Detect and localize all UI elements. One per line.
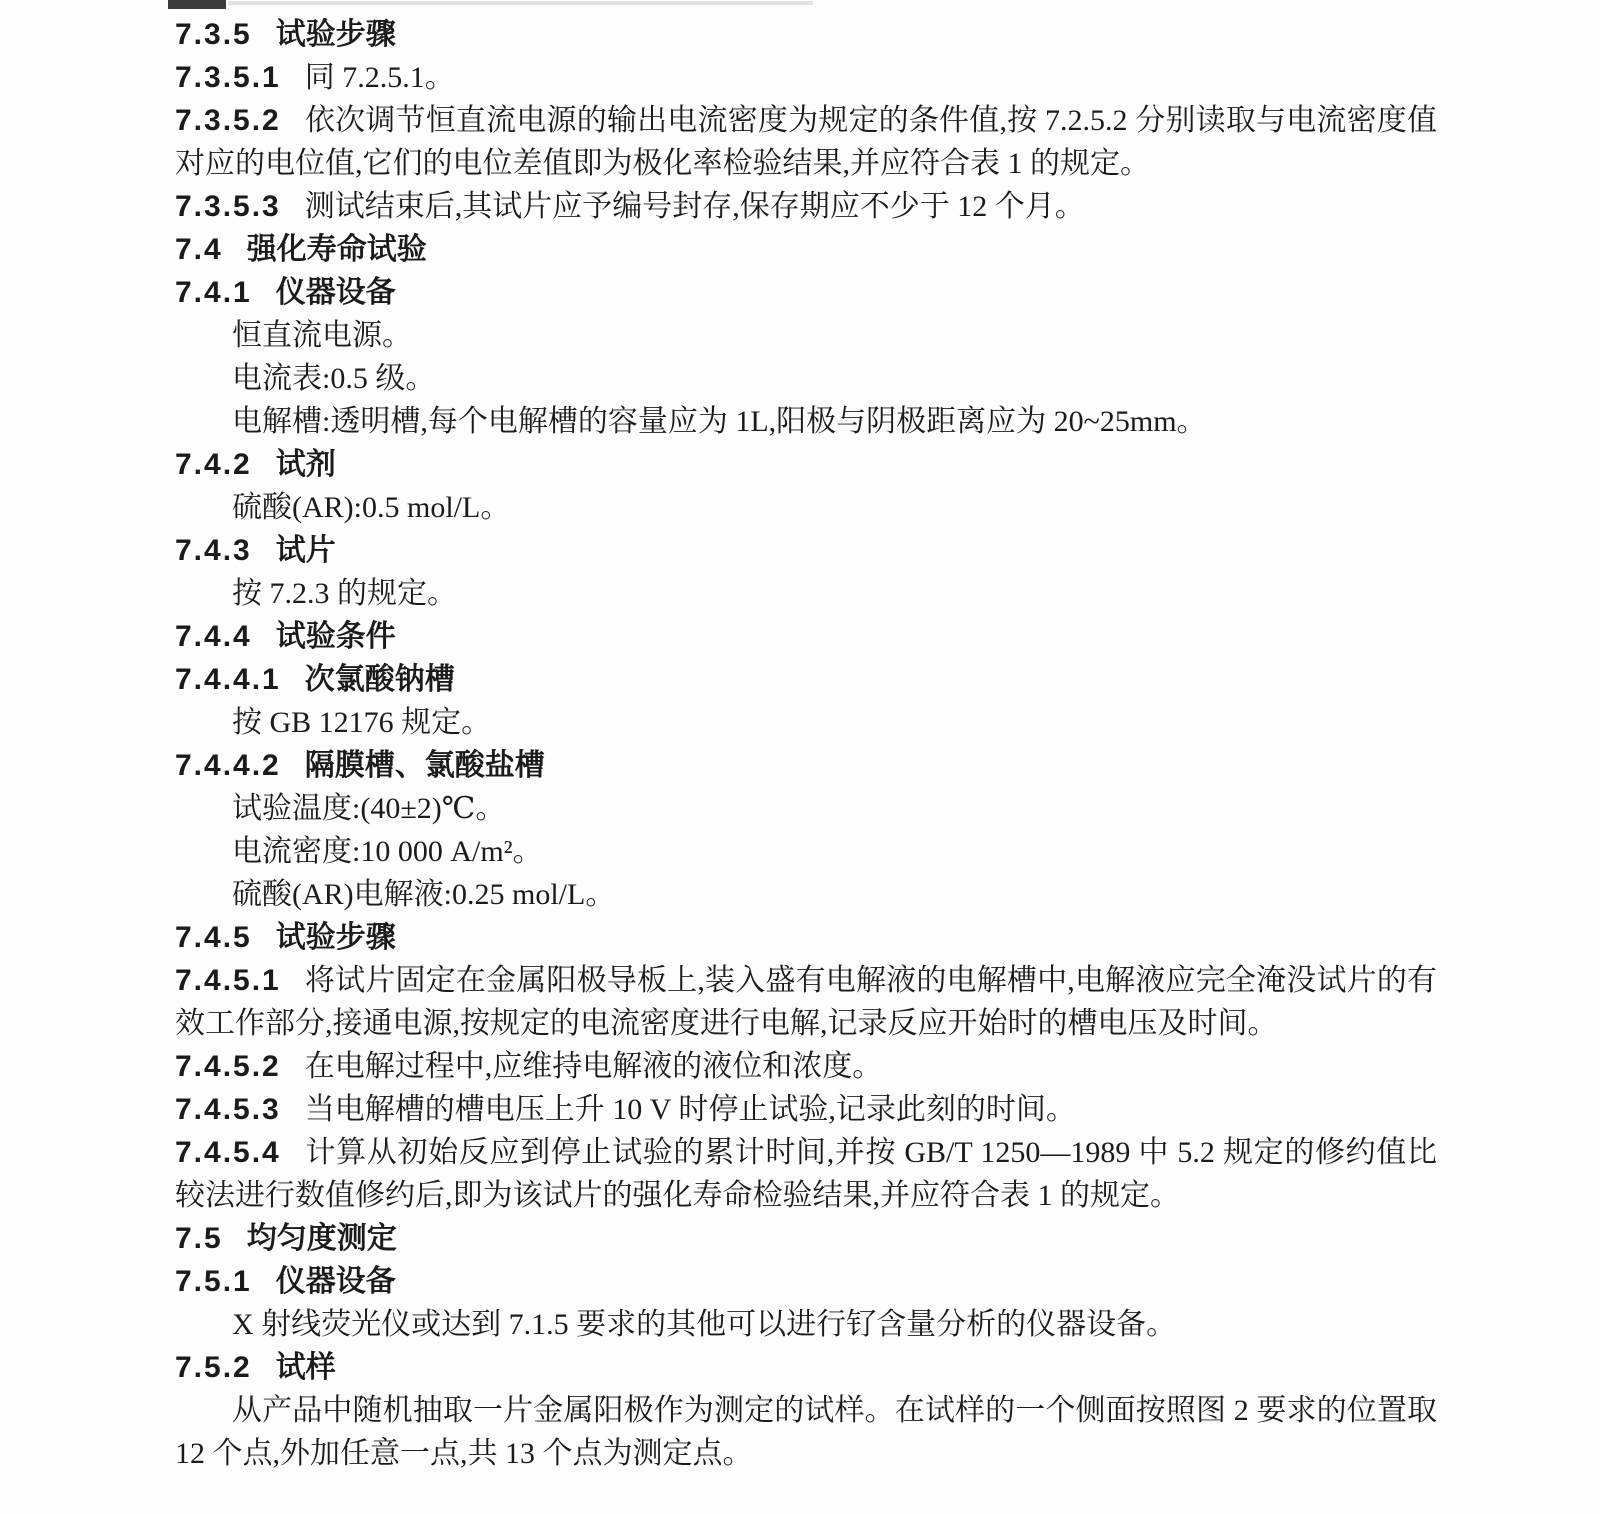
clause-number: 7.4.2 [175,448,252,481]
clause-text: 按 7.2.3 的规定。 [232,577,457,610]
clause-text: 均匀度测定 [246,1222,397,1255]
clause-7.4.2 [175,443,1437,486]
clause-text: 同 7.2.5.1。 [304,61,455,94]
clause-text: 次氯酸钠槽 [304,663,455,696]
clause-7.3.5.2 [175,99,1437,185]
body-paragraph [175,486,1437,529]
clause-text: X 射线荧光仪或达到 7.1.5 要求的其他可以进行钌含量分析的仪器设备。 [232,1308,1177,1341]
clause-7.4.4 [175,615,1437,658]
clause-number: 7.5 [175,1222,223,1255]
clause-text: 测试结束后,其试片应予编号封存,保存期应不少于 12 个月。 [304,190,1085,223]
clause-7.3.5.1 [175,56,1437,99]
clause-text: 依次调节恒直流电源的输出电流密度为规定的条件值,按 7.2.5.2 分别读取与电流密度值对应的电位值,它们的电位差值即为极化率检验结果,并应符合表 1 的规定。 [175,104,1437,180]
clause-text: 电流表:0.5 级。 [232,362,436,395]
clause-7.5.1 [175,1260,1437,1303]
body-paragraph [175,1303,1437,1346]
clause-text: 计算从初始反应到停止试验的累计时间,并按 GB/T 1250—1989 中 5.2 规定的修约值比较法进行数值修约后,即为该试片的强化寿命检验结果,并应符合表 1 的规定。 [175,1136,1437,1212]
body-paragraph [175,1389,1437,1475]
body-paragraph [175,400,1437,443]
clause-number: 7.4.5 [175,921,252,954]
clause-number: 7.4.3 [175,534,252,567]
clause-number: 7.4.1 [175,276,252,309]
clause-number: 7.3.5 [175,18,252,51]
clause-number: 7.3.5.2 [175,104,281,137]
top-edge-scan-artifact-dark [168,0,226,9]
clause-number: 7.3.5.3 [175,190,281,223]
clause-number: 7.4.5.1 [175,964,281,997]
clause-text: 强化寿命试验 [246,233,427,266]
clause-text: 电流密度:10 000 A/m²。 [232,835,543,868]
clause-7.4.4.2 [175,744,1437,787]
body-paragraph [175,357,1437,400]
top-edge-scan-artifact-light [228,1,813,5]
clause-number: 7.5.2 [175,1351,252,1384]
clause-text: 试剂 [275,448,336,481]
clause-text: 将试片固定在金属阳极导板上,装入盛有电解液的电解槽中,电解液应完全淹没试片的有效工作部分,接通电源,按规定的电流密度进行电解,记录反应开始时的槽电压及时间。 [175,964,1437,1040]
clause-text: 恒直流电源。 [232,319,412,352]
clause-7.4.5.1 [175,959,1437,1045]
body-paragraph [175,314,1437,357]
clause-text: 隔膜槽、氯酸盐槽 [304,749,545,782]
clause-7.4.4.1 [175,658,1437,701]
clause-text: 按 GB 12176 规定。 [232,706,492,739]
clause-text: 从产品中随机抽取一片金属阳极作为测定的试样。在试样的一个侧面按照图 2 要求的位置取 12 个点,外加任意一点,共 13 个点为测定点。 [175,1394,1437,1470]
clause-7.4.5.3 [175,1088,1437,1131]
clause-7.4.1 [175,271,1437,314]
clause-text: 试验步骤 [275,18,396,51]
clause-7.5 [175,1217,1437,1260]
clause-number: 7.3.5.1 [175,61,281,94]
clause-text: 试验步骤 [275,921,396,954]
clause-7.4 [175,228,1437,271]
body-paragraph [175,830,1437,873]
clause-number: 7.4.5.4 [175,1136,281,1169]
clause-7.4.3 [175,529,1437,572]
clause-7.4.5.2 [175,1045,1437,1088]
clause-text: 电解槽:透明槽,每个电解槽的容量应为 1L,阳极与阴极距离应为 20~25mm。 [232,405,1207,438]
clause-7.4.5 [175,916,1437,959]
clause-7.3.5 [175,13,1437,56]
body-paragraph [175,701,1437,744]
clause-text: 试片 [275,534,336,567]
clause-text: 试样 [275,1351,336,1384]
clause-text: 仪器设备 [275,276,396,309]
clause-number: 7.4.4.1 [175,663,281,696]
body-paragraph [175,572,1437,615]
clause-number: 7.4.4.2 [175,749,281,782]
clause-7.4.5.4 [175,1131,1437,1217]
clause-text: 仪器设备 [275,1265,396,1298]
clause-number: 7.4.5.2 [175,1050,281,1083]
clause-text: 在电解过程中,应维持电解液的液位和浓度。 [304,1050,883,1083]
clause-text: 当电解槽的槽电压上升 10 V 时停止试验,记录此刻的时间。 [304,1093,1076,1126]
body-paragraph [175,873,1437,916]
clause-number: 7.4.4 [175,620,252,653]
clause-7.5.2 [175,1346,1437,1389]
body-paragraph [175,787,1437,830]
clause-number: 7.4 [175,233,223,266]
clause-number: 7.4.5.3 [175,1093,281,1126]
clause-number: 7.5.1 [175,1265,252,1298]
clause-7.3.5.3 [175,185,1437,228]
clause-text: 硫酸(AR)电解液:0.25 mol/L。 [232,878,616,911]
clause-text: 试验温度:(40±2)℃。 [232,792,506,825]
clause-text: 硫酸(AR):0.5 mol/L。 [232,491,511,524]
clause-text: 试验条件 [275,620,396,653]
document-content [175,13,1437,1475]
